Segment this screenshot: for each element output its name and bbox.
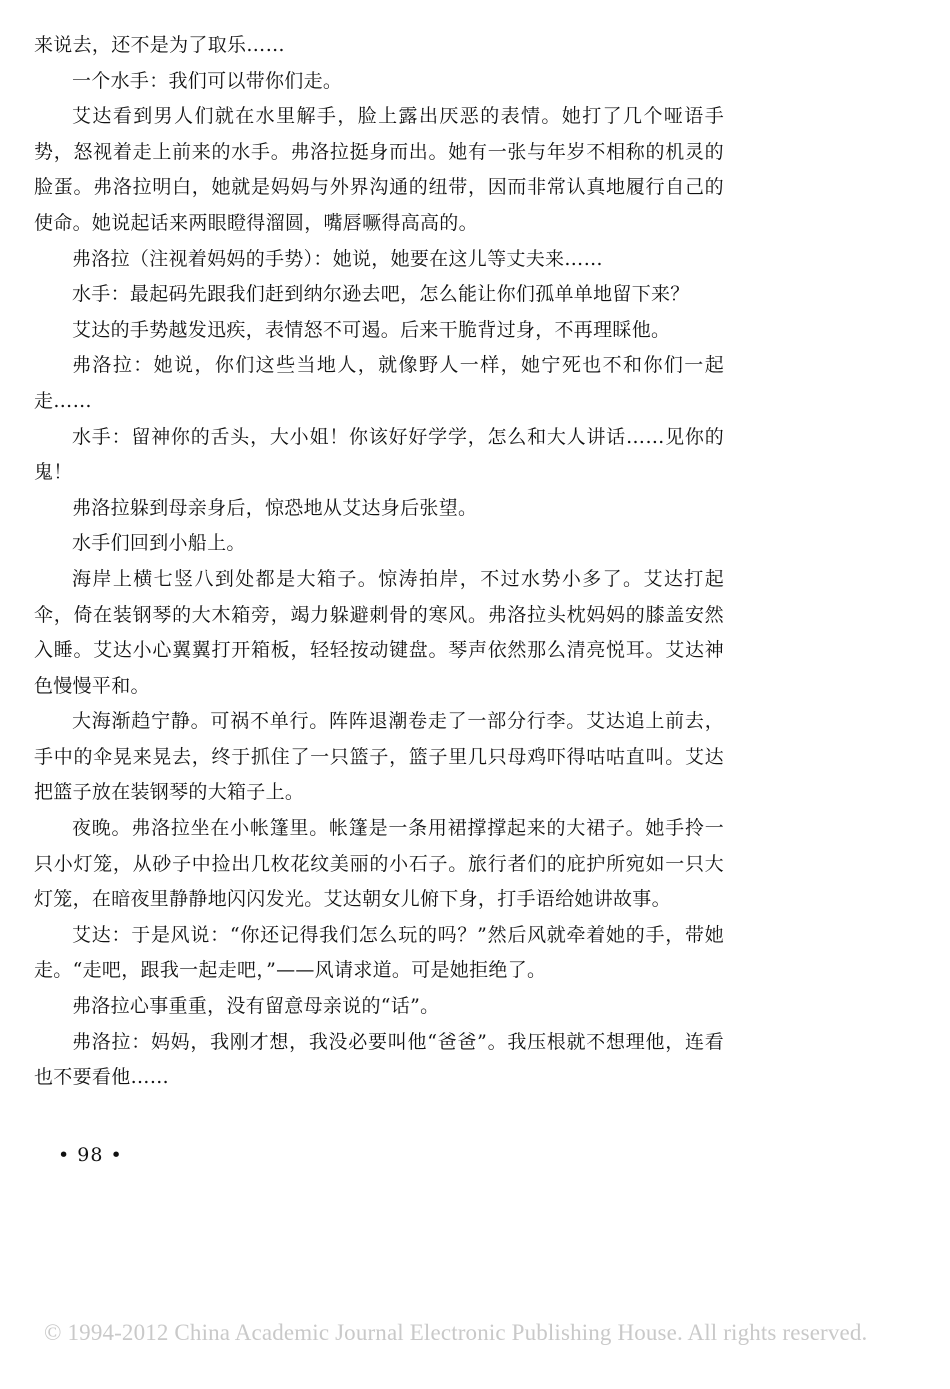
paragraph-5: 水手：最起码先跟我们赶到纳尔逊去吧，怎么能让你们孤单单地留下来？ (72, 283, 690, 306)
paragraph-16: 弗洛拉：妈妈，我刚才想，我没必要叫他“爸爸”。我压根就不想理他，连看也不要看他…… (34, 1030, 724, 1089)
paragraph-15: 弗洛拉心事重重，没有留意母亲说的“话”。 (72, 995, 440, 1018)
paragraph-8: 水手：留神你的舌头，大小姐！你该好好学学，怎么和大人讲话……见你的鬼！ (34, 425, 724, 484)
paragraph-14: 艾达：于是风说：“你还记得我们怎么玩的吗？”然后风就牵着她的手，带她走。“走吧，跟我一起走吧，”——风请求道。可是她拒绝了。 (34, 923, 724, 982)
paragraph-6: 艾达的手势越发迅疾，表情怒不可遏。后来干脆背过身，不再理睬他。 (72, 318, 671, 341)
body-text (34, 28, 724, 1096)
paragraph-13: 夜晚。弗洛拉坐在小帐篷里。帐篷是一条用裙撑撑起来的大裙子。她手拎一只小灯笼，从砂子中捡出几枚花纹美丽的小石子。旅行者们的庇护所宛如一只大灯笼，在暗夜里静静地闪闪发光。艾达朝女儿俯下身，打手语给她讲故事。 (34, 817, 724, 911)
paragraph-4: 弗洛拉（注视着妈妈的手势）：她说，她要在这儿等丈夫来…… (72, 247, 603, 270)
paragraph-10: 水手们回到小船上。 (72, 532, 246, 555)
page-number: • 98 • (58, 1144, 123, 1166)
paragraph-3: 艾达看到男人们就在水里解手，脸上露出厌恶的表情。她打了几个哑语手势，怒视着走上前来的水手。弗洛拉挺身而出。她有一张与年岁不相称的机灵的脸蛋。弗洛拉明白，她就是妈妈与外界沟通的纽带，因而非常认真地履行自己的使命。她说起话来两眼瞪得溜圆，嘴唇噘得高高的。 (34, 105, 724, 234)
paragraph-1: 来说去，还不是为了取乐…… (34, 34, 285, 56)
paragraph-9: 弗洛拉躲到母亲身后，惊恐地从艾达身后张望。 (72, 496, 478, 519)
paragraph-7: 弗洛拉：她说，你们这些当地人，就像野人一样，她宁死也不和你们一起走…… (34, 354, 724, 412)
paragraph-12: 大海渐趋宁静。可祸不单行。阵阵退潮卷走了一部分行李。艾达追上前去，手中的伞晃来晃去，终于抓住了一只篮子，篮子里几只母鸡吓得咕咕直叫。艾达把篮子放在装钢琴的大箱子上。 (34, 710, 724, 804)
paragraph-11: 海岸上横七竖八到处都是大箱子。惊涛拍岸，不过水势小多了。艾达打起伞，倚在装钢琴的大木箱旁，竭力躲避刺骨的寒风。弗洛拉头枕妈妈的膝盖安然入睡。艾达小心翼翼打开箱板，轻轻按动键盘。琴声依然那么清亮悦耳。艾达神色慢慢平和。 (34, 567, 724, 697)
paragraph-2: 一个水手：我们可以带你们走。 (72, 69, 343, 92)
copyright-watermark: © 1994-2012 China Academic Journal Electronic Publishing House. All rights reserved. (44, 1320, 868, 1345)
